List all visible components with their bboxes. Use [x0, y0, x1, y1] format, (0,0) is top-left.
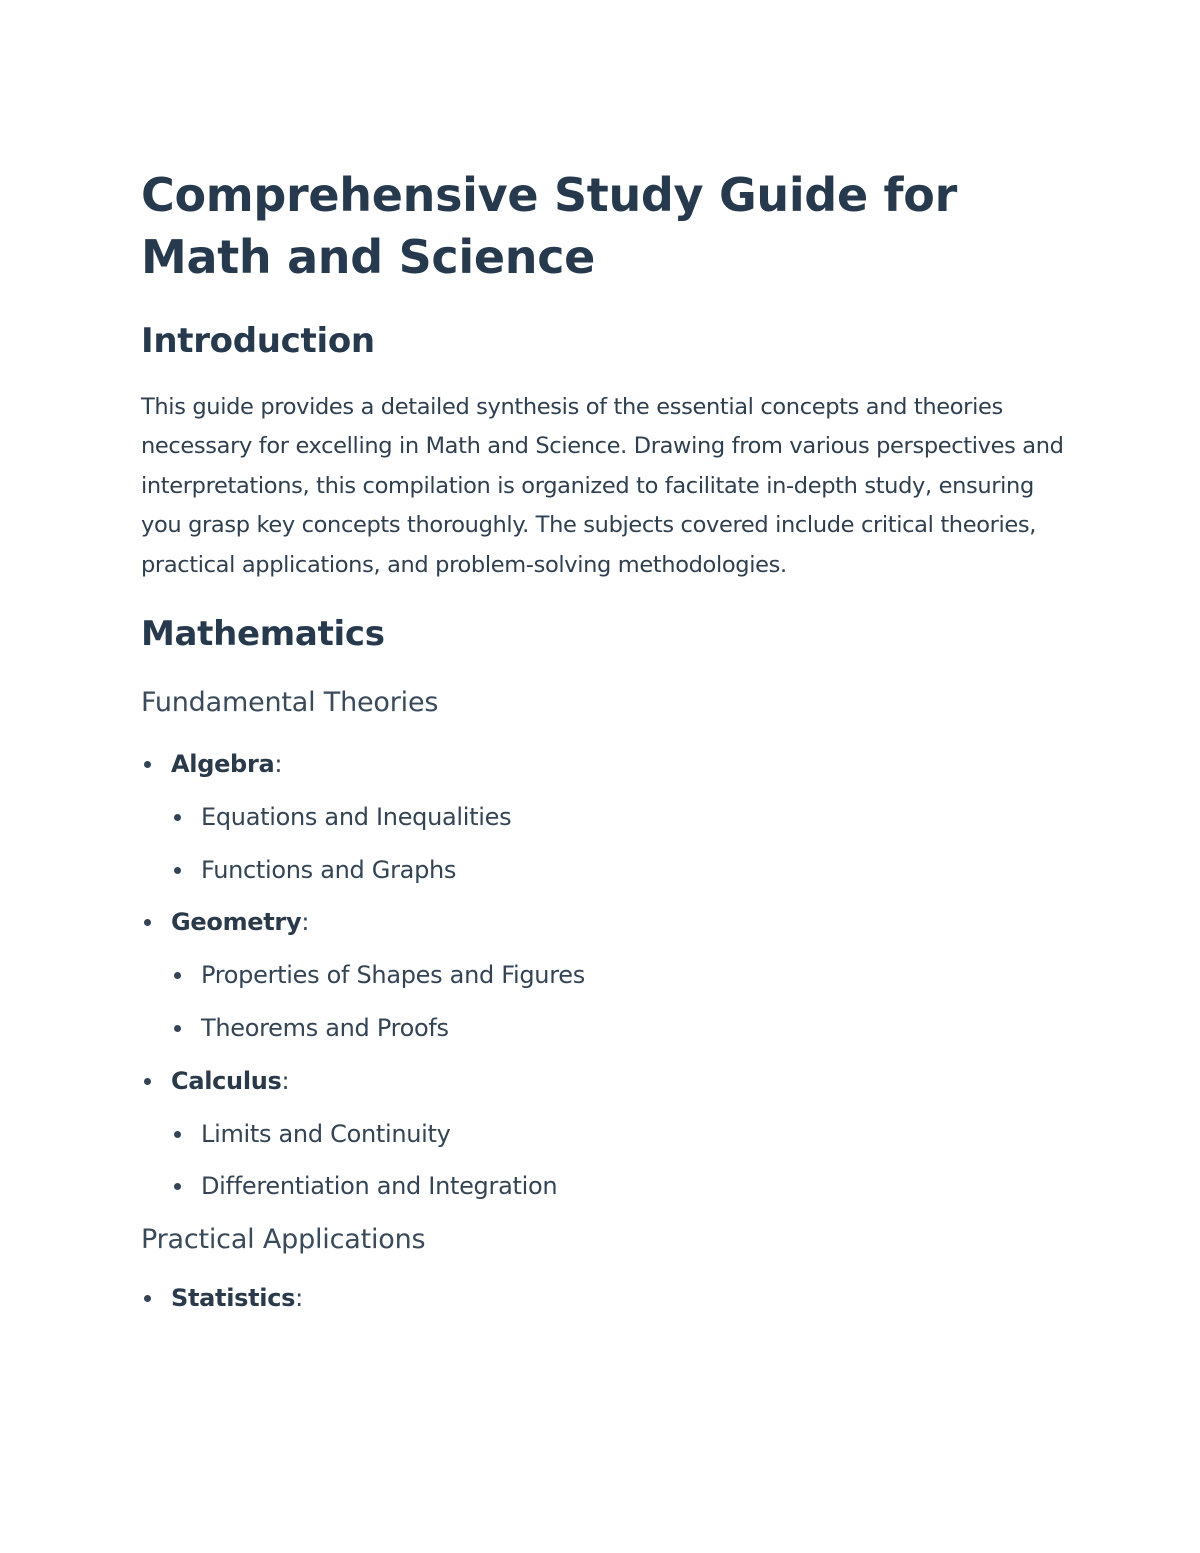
list-subitem [141, 800, 1071, 834]
list-item-statistics [141, 1281, 1071, 1315]
bullet-icon [174, 1131, 181, 1138]
list-item-geometry [141, 905, 1071, 939]
list-item-suffix: : [295, 1284, 303, 1313]
list-subitem-text: Equations and Inequalities [201, 802, 512, 831]
practical-applications-list [141, 1281, 1071, 1315]
list-subitem-text: Theorems and Proofs [201, 1014, 449, 1043]
subsection-heading-fundamental-theories: Fundamental Theories [141, 687, 439, 719]
list-item-algebra [141, 747, 1071, 781]
bullet-icon [144, 1078, 151, 1085]
bullet-icon [144, 919, 151, 926]
list-subitem [141, 853, 1071, 887]
list-subitem [141, 1169, 1071, 1203]
fundamental-theories-list [141, 747, 1071, 1203]
bullet-icon [174, 814, 181, 821]
subsection-heading-practical-applications: Practical Applications [141, 1224, 426, 1256]
bullet-icon [174, 867, 181, 874]
bullet-icon [174, 1025, 181, 1032]
list-item-suffix: : [301, 908, 310, 937]
list-item-label: Statistics [171, 1284, 296, 1313]
section-heading-mathematics: Mathematics [141, 614, 385, 655]
list-item-label: Calculus [171, 1066, 282, 1095]
list-item-suffix: : [274, 750, 283, 779]
document-title: Comprehensive Study Guide for Math and Science [141, 168, 957, 284]
list-subitem-text: Functions and Graphs [201, 855, 457, 884]
section-heading-introduction: Introduction [141, 321, 375, 361]
bullet-icon [144, 761, 151, 768]
list-subitem [141, 1011, 1071, 1045]
list-item-calculus [141, 1064, 1071, 1098]
list-item-label: Algebra [171, 750, 275, 779]
list-item-suffix: : [281, 1066, 290, 1095]
list-subitem-text: Properties of Shapes and Figures [201, 961, 585, 990]
list-item-label: Geometry [171, 908, 302, 937]
document-page [141, 164, 1071, 1315]
bullet-icon [174, 972, 181, 979]
list-subitem-text: Limits and Continuity [201, 1119, 451, 1148]
introduction-paragraph: This guide provides a detailed synthesis of the essential concepts and theories necessary for excelling in Math and Science. Drawing from various perspectives and interpretations, this compilation is organized to facilitate in-depth study, ensuring you grasp key concepts thoroughly. The subjects covered include critical theories, practical applications, and problem-solving methodologies. [141, 394, 1064, 578]
list-subitem-text: Differentiation and Integration [201, 1172, 558, 1201]
list-subitem [141, 958, 1071, 992]
bullet-icon [144, 1295, 151, 1302]
bullet-icon [174, 1183, 181, 1190]
list-subitem [141, 1117, 1071, 1151]
